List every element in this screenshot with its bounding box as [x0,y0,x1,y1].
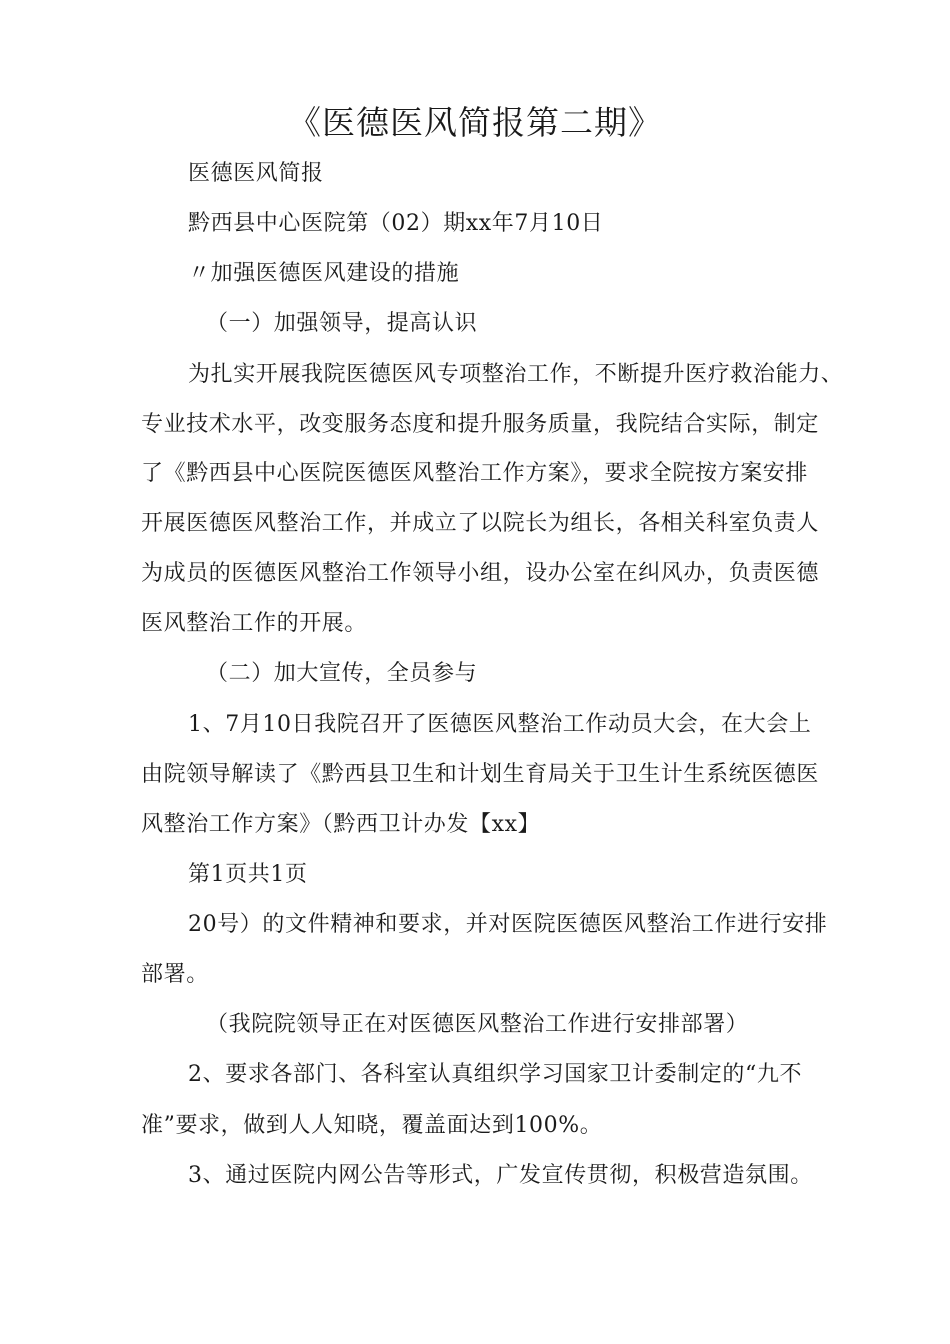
paragraph-2-line: 由院领导解读了《黔西县卫生和计划生育局关于卫生计生系统医德医 [141,762,820,787]
section-title: 〃加强医德医风建设的措施 [188,261,460,286]
paragraph-2-line: 1、7月10日我院召开了医德医风整治工作动员大会，在大会上 [188,712,812,737]
paragraph-3-line: 部署。 [141,962,209,987]
paragraph-1-line: 为成员的医德医风整治工作领导小组，设办公室在纠风办，负责医德 [141,561,820,586]
paragraph-4-line: 准”要求，做到人人知晓，覆盖面达到100%。 [141,1113,603,1138]
paragraph-1-line: 为扎实开展我院医德医风专项整治工作，不断提升医疗救治能力、 [188,362,844,387]
paragraph-1-line: 专业技术水平，改变服务态度和提升服务质量，我院结合实际，制定 [141,412,820,437]
paragraph-1-line: 开展医德医风整治工作，并成立了以院长为组长，各相关科室负责人 [141,511,820,536]
paragraph-1-line: 医风整治工作的开展。 [141,611,368,636]
issue-line: 黔西县中心医院第（02）期xx年7月10日 [188,211,604,236]
paragraph-2-line: 风整治工作方案》（黔西卫计办发【xx】 [141,812,541,837]
photo-caption: （我院院领导正在对医德医风整治工作进行安排部署） [206,1012,749,1037]
page-marker: 第1页共1页 [188,862,308,887]
paragraph-3-line: 20号）的文件精神和要求，并对医院医德医风整治工作进行安排 [188,912,828,937]
paragraph-5: 3、通过医院内网公告等形式，广发宣传贯彻，积极营造氛围。 [188,1163,813,1188]
heading: 医德医风简报 [188,161,324,186]
paragraph-1-line: 了《黔西县中心医院医德医风整治工作方案》，要求全院按方案安排 [141,461,809,486]
document-title: 《医德医风简报第二期》 [288,103,662,142]
paragraph-4-line: 2、要求各部门、各科室认真组织学习国家卫计委制定的“九不 [188,1062,803,1087]
subsection-1-title: （一）加强领导，提高认识 [206,311,478,336]
subsection-2-title: （二）加大宣传，全员参与 [206,661,478,686]
